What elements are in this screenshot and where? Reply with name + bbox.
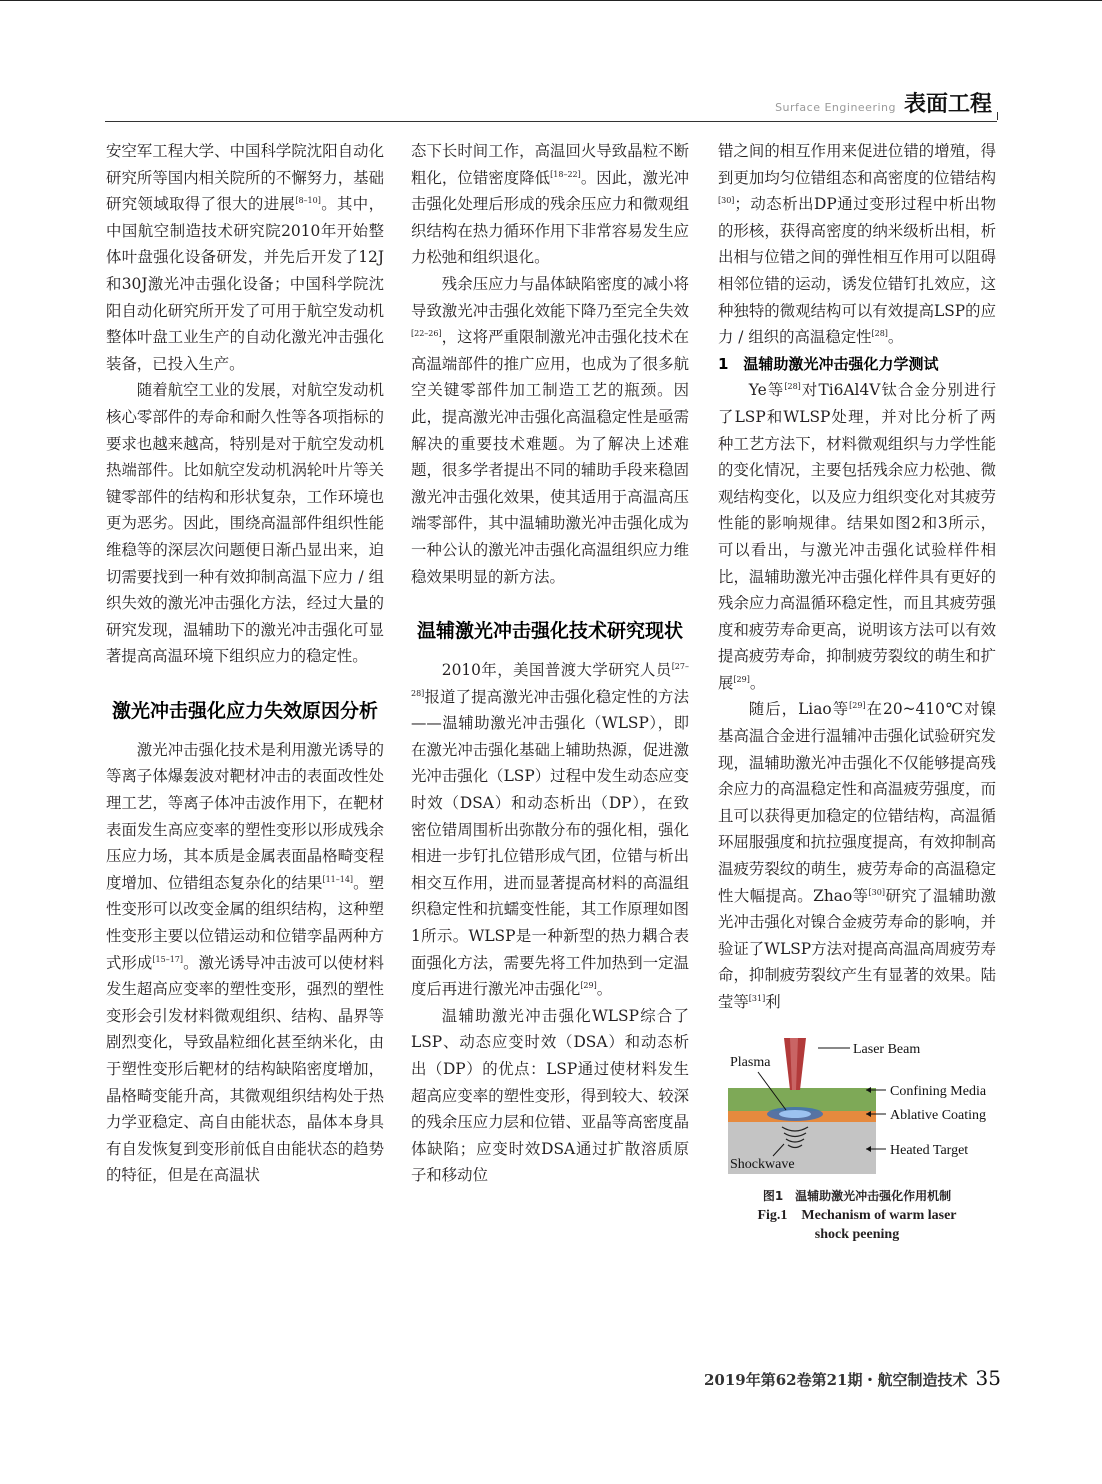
figure-caption-en: Fig.1 Mechanism of warm laser: [757, 1207, 957, 1223]
ablative-label: Ablative Coating: [890, 1107, 987, 1123]
citation: [29]: [733, 674, 750, 684]
header-rule: [105, 121, 997, 122]
section-heading: 激光冲击强化应力失效原因分析: [111, 699, 378, 722]
paragraph: 安空军工程大学、中国科学院沈阳自动化研究所等国内相关院所的不懈努力，基础研究领域取得了很大的进展[8–10]。其中，中国航空制造技术研究院2010年开始整体叶盘强化设备研发，并先后开发了12J和30J激光冲击强化设备；中国科学院沈阳自动化研究所开发了可用于航空发动机整体叶盘工业生产的自动化激光冲击强化装备，已投入生产。: [106, 142, 384, 373]
top-border: [0, 0, 1102, 5]
paragraph: 2010年，美国普渡大学研究人员[27–28]报道了提高激光冲击强化稳定性的方法——温辅助激光冲击强化（WLSP），即在激光冲击强化基础上辅助热源，促进激光冲击强化（LSP）过程中发生动态应变时效（DSA）和动态析出（DP），在致密位错周围析出弥散分布的强化相，强化相进一步钉扎位错形成气团，位错与析出相交互作用，进而显著提高材料的高温组织稳定性和抗蠕变性能，其工作原理如图1所示。WLSP是一种新型的热力耦合表面强化方法，需要先将工件加热到一定温度后再进行激光冲击强化[29]。: [411, 661, 689, 999]
heated-label: Heated Target: [890, 1142, 969, 1158]
citation: [22–26]: [411, 329, 442, 339]
citation: [28]: [784, 382, 801, 392]
citation: [30]: [718, 196, 735, 206]
header-rule-cap: [991, 112, 998, 120]
figure-1: [718, 1038, 996, 1244]
plasma-label: Plasma: [730, 1054, 771, 1070]
citation: [30]: [868, 887, 885, 897]
column-3: [718, 138, 996, 1244]
column-2: [411, 138, 689, 1189]
plasma-core: [779, 1110, 811, 1118]
subsection-heading: 1 温辅助激光冲击强化力学测试: [718, 354, 939, 373]
paragraph: Ye等[28]对Ti6Al4V钛合金分别进行了LSP和WLSP处理，并对比分析了两种工艺方法下，材料微观组织与力学性能的变化情况，主要包括残余应力松弛、微观结构变化，以及应力组织变化对其疲劳性能的影响规律。结果如图2和3所示，可以看出，与激光冲击强化试验样件相比，温辅助激光冲击强化样件具有更好的残余应力高温循环稳定性，而且其疲劳强度和疲劳寿命更高，说明该方法可以有效提高疲劳寿命，抑制疲劳裂纹的萌生和扩展[29]。: [718, 381, 996, 692]
section-heading: 温辅激光冲击强化技术研究现状: [416, 620, 683, 643]
citation: [11–14]: [322, 874, 354, 884]
journal-header: [775, 88, 992, 118]
paragraph: 温辅助激光冲击强化WLSP综合了LSP、动态应变时效（DSA）和动态析出（DP）的优点：LSP通过使材料发生超高应变率的塑性变形，得到较大、较深的残余压应力层和位错、亚晶等高密度晶体缺陷；应变时效DSA通过扩散溶质原子和移动位: [411, 1006, 689, 1185]
figure-caption-en-2: shock peening: [814, 1226, 900, 1242]
figure-caption-cn: 图1 温辅助激光冲击强化作用机制: [762, 1188, 952, 1203]
citation: [27–28]: [411, 661, 689, 698]
header-chinese: 表面工程: [903, 92, 992, 117]
paragraph: 残余压应力与晶体缺陷密度的减小将导致激光冲击强化效能下降乃至完全失效[22–26]，这将严重限制激光冲击强化技术在高温端部件的推广应用，也成为了很多航空关键零部件加工制造工艺的瓶颈。因此，提高激光冲击强化高温稳定性是亟需解决的重要技术难题。为了解决上述难题，很多学者提出不同的辅助手段来稳固激光冲击强化效果，使其适用于高温高压端零部件，其中温辅助激光冲击强化成为一种公认的激光冲击强化高温组织应力维稳效果明显的新方法。: [411, 274, 689, 586]
header-english: Surface Engineering: [775, 101, 896, 114]
citation: [8–10]: [295, 196, 321, 206]
wlsp-mechanism-diagram: [718, 1038, 996, 1178]
laser-label: Laser Beam: [853, 1041, 921, 1057]
paragraph: 随后，Liao等[29]在20~410℃对镍基高温合金进行温辅冲击强化试验研究发现，温辅助激光冲击强化不仅能够提高残余应力的高温稳定性和高温疲劳强度，而且可以获得更加稳定的位错结构，高温循环屈服强度和抗拉强度提高，有效抑制高温疲劳裂纹的萌生，疲劳寿命的高温稳定性大幅提高。Zhao等[30]研究了温辅助激光冲击强化对镍合金疲劳寿命的影响，并验证了WLSP方法对提高高温高周疲劳寿命，抑制疲劳裂纹产生有显著的效果。陆莹等[31]利: [718, 700, 996, 1011]
citation: [31]: [748, 993, 766, 1003]
paragraph: 态下长时间工作，高温回火导致晶粒不断粗化，位错密度降低[18–22]。因此，激光冲击强化处理后形成的残余压应力和微观组织结构在热力循环作用下非常容易发生应力松弛和组织退化。: [411, 142, 689, 267]
paragraph: 随着航空工业的发展，对航空发动机核心零部件的寿命和耐久性等各项指标的要求也越来越高，特别是对于航空发动机热端部件。比如航空发动机涡轮叶片等关键零部件的结构和形状复杂，工作环境也更为恶劣。因此，围绕高温部件组织性能维稳等的深层次问题便日渐凸显出来，迫切需要找到一种有效抑制高温下应力 / 组织失效的激光冲击强化方法，经过大量的研究发现，温辅助下的激光冲击强化可显著提高高温环境下组织应力的稳定性。: [106, 381, 384, 666]
citation: [29]: [849, 701, 866, 711]
column-1: [106, 138, 384, 1189]
confining-label: Confining Media: [890, 1083, 987, 1099]
citation: [29]: [580, 981, 597, 991]
citation: [15–17]: [152, 954, 183, 964]
page-footer: [704, 1366, 1001, 1390]
paragraph: 错之间的相互作用来促进位错的增殖，得到更加均匀位错组态和高密度的位错结构[30]；动态析出DP通过变形过程中析出物的形核，获得高密度的纳米级析出相，析出相与位错之间的弹性相互作用可以阻碍相邻位错的运动，诱发位错钉扎效应，这种独特的微观结构可以有效提高LSP的应力 / 组织的高温稳定性[28]。: [718, 142, 996, 347]
shockwave-label: Shockwave: [730, 1156, 795, 1172]
paragraph: 激光冲击强化技术是利用激光诱导的等离子体爆轰波对靶材冲击的表面改性处理工艺，等离子体冲击波作用下，在靶材表面发生高应变率的塑性变形以形成残余压应力场，其本质是金属表面晶格畸变程度增加、位错组态复杂化的结果[11–14]。塑性变形可以改变金属的组织结构，这种塑性变形主要以位错运动和位错孪晶两种方式形成[15–17]。激光诱导冲击波可以使材料发生超高应变率的塑性变形，强烈的塑性变形会引发材料微观组织、结构、晶界等剧烈变化，导致晶粒细化甚至纳米化，由于塑性变形后靶材的结构缺陷密度增加，晶格畸变能升高，其微观组织结构处于热力学亚稳定、高自由能状态，晶体本身具有自发恢复到变形前低自由能状态的趋势的特征，但是在高温状: [106, 740, 384, 1185]
citation: [18–22]: [550, 169, 581, 179]
citation: [28]: [871, 329, 888, 339]
journal-issue: 2019年第62卷第21期・航空制造技术: [704, 1371, 968, 1389]
page-number: 35: [975, 1366, 1001, 1390]
